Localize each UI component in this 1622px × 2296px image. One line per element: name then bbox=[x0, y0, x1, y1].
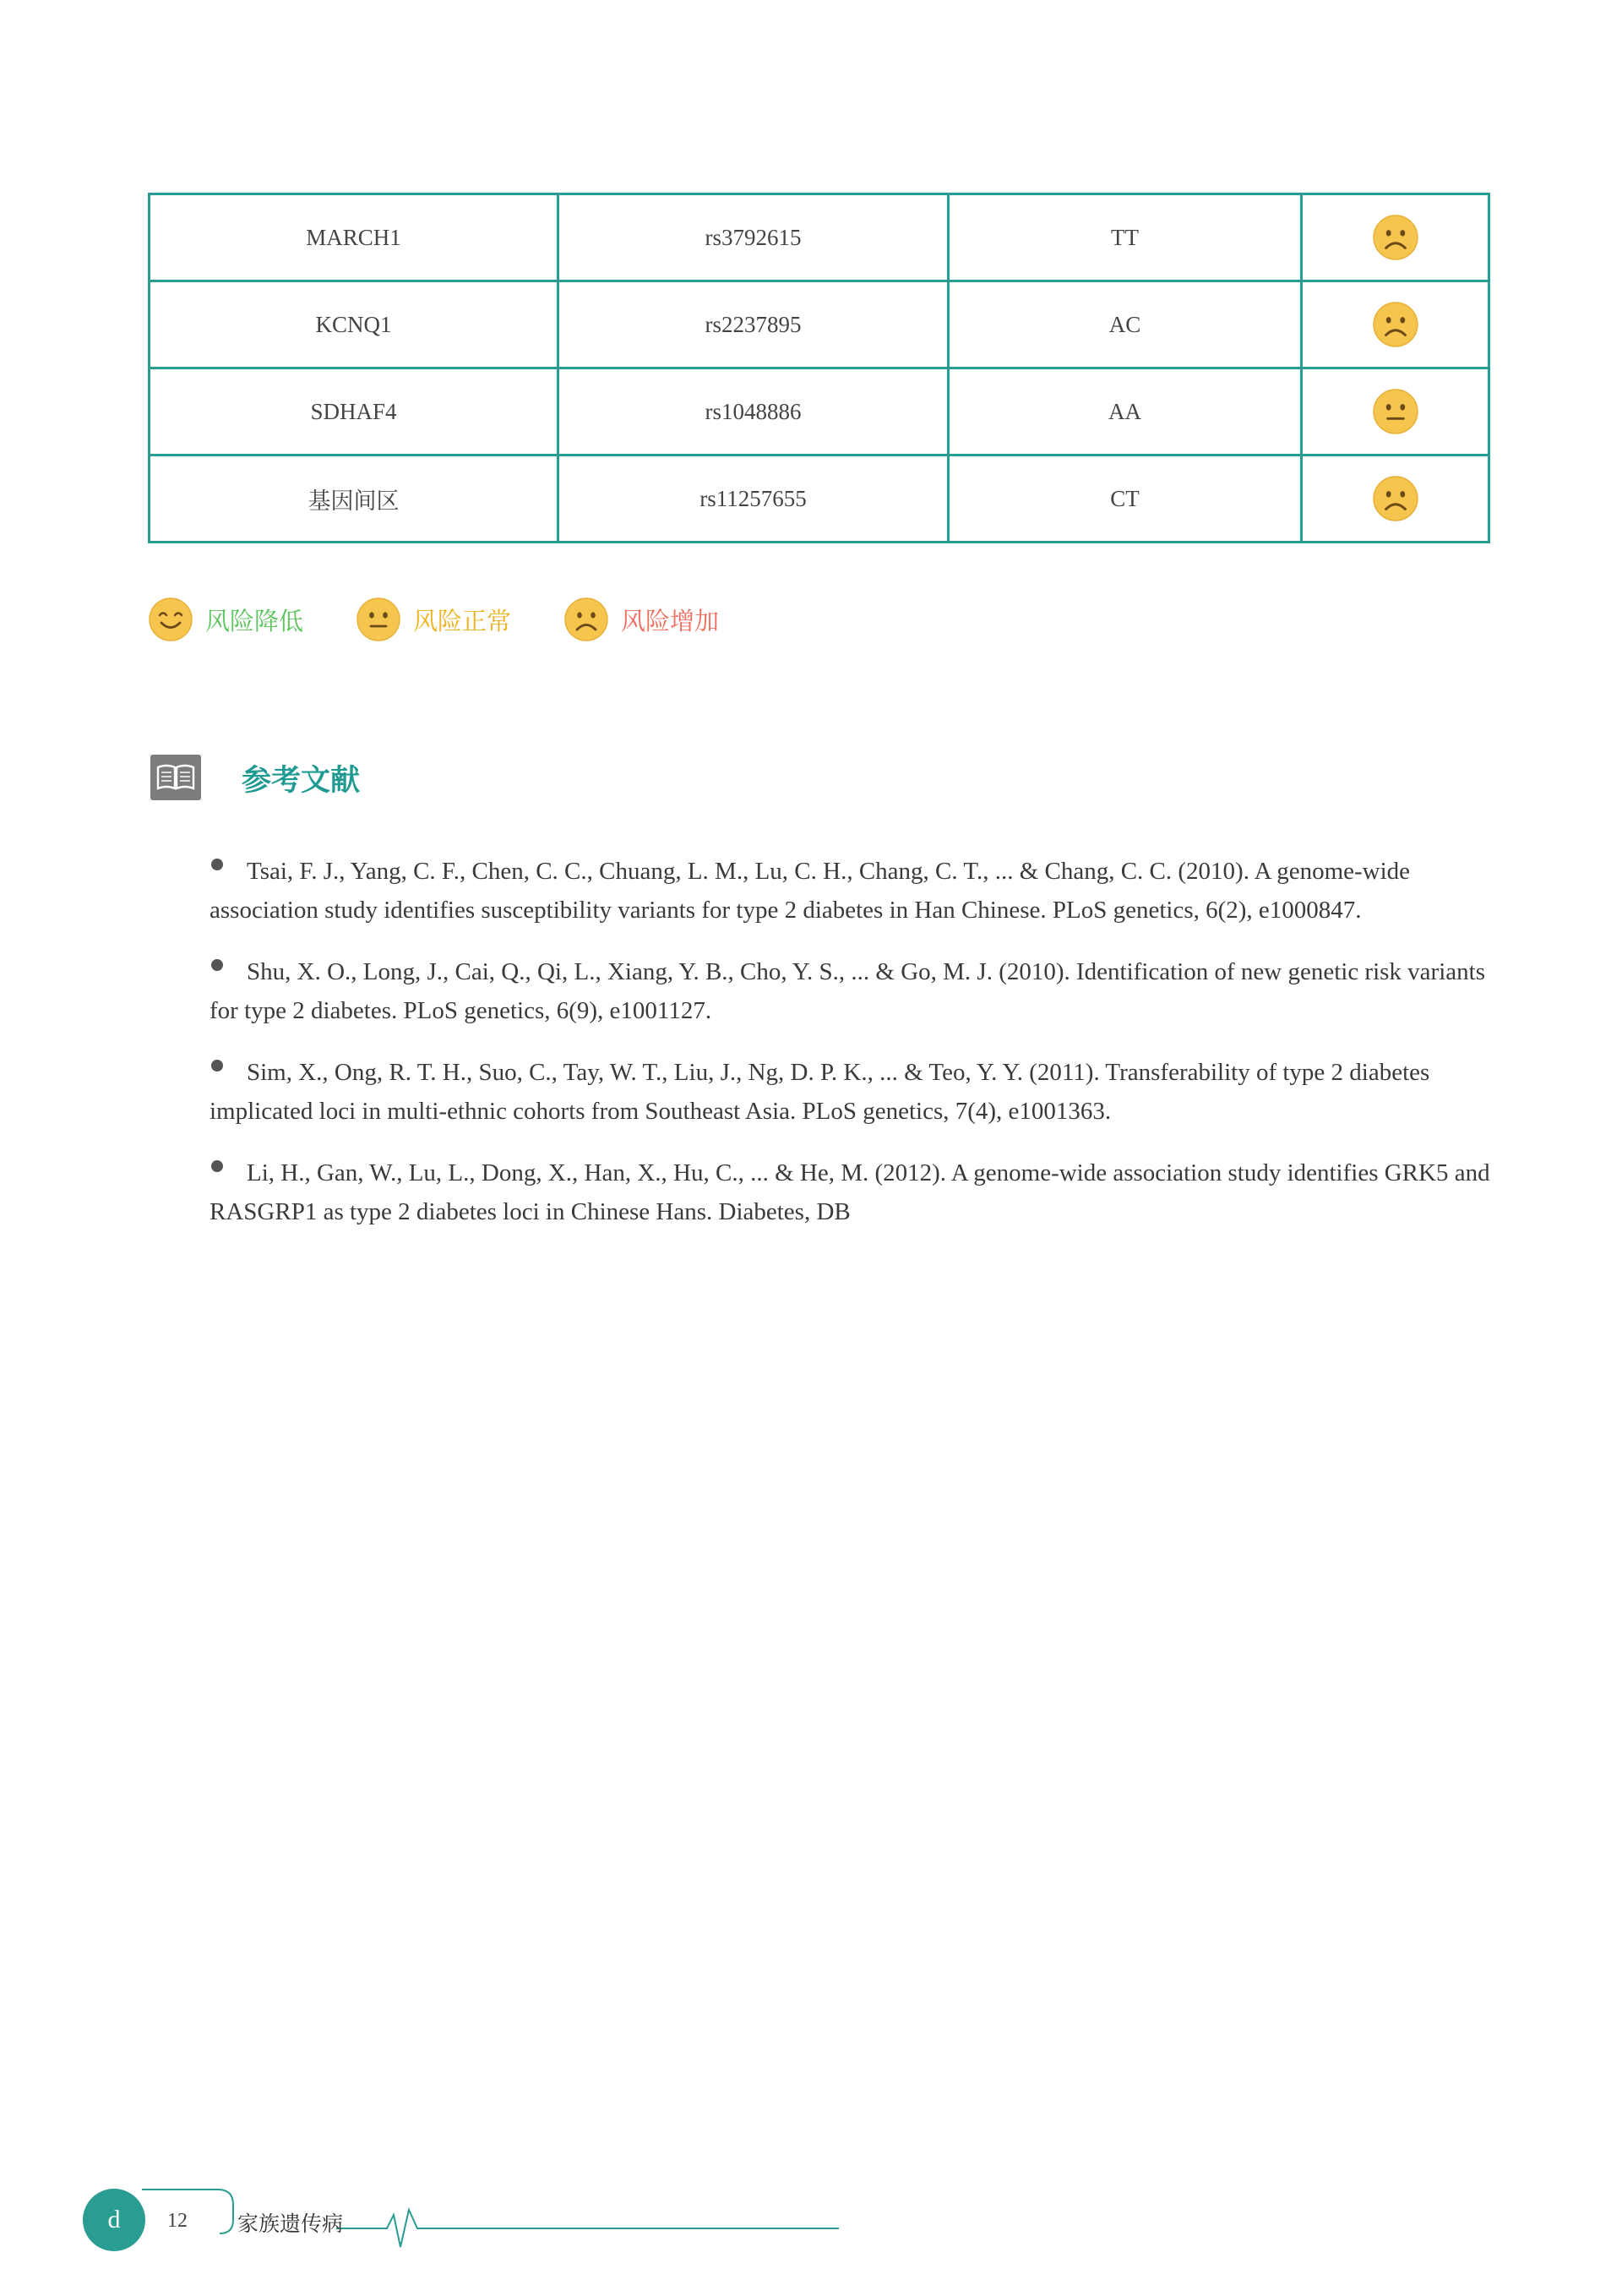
gene-cell: MARCH1 bbox=[150, 194, 558, 281]
table-row bbox=[150, 194, 1489, 281]
snp-cell: rs1048886 bbox=[558, 368, 949, 455]
genotype-cell: AA bbox=[949, 368, 1302, 455]
risk-cell bbox=[1302, 194, 1489, 281]
chapter-title: 家族遗传病 bbox=[237, 2211, 344, 2236]
genotype-cell: TT bbox=[949, 194, 1302, 281]
reference-item bbox=[210, 1053, 1510, 1131]
gene-cell: 基因间区 bbox=[150, 455, 558, 543]
sad-face-icon bbox=[1372, 475, 1419, 522]
genotype-cell: AC bbox=[949, 281, 1302, 368]
reference-list bbox=[210, 852, 1510, 1254]
legend-increased bbox=[563, 597, 719, 642]
smile-face-icon bbox=[148, 597, 193, 642]
reference-item bbox=[210, 952, 1510, 1030]
reference-text: Shu, X. O., Long, J., Cai, Q., Qi, L., Xiang, Y. B., Cho, Y. S., ... & Go, M. J. (2010). Identification of new genetic risk variants for type 2 diabetes. PLoS genetics, 6(9), e1001127. bbox=[210, 958, 1485, 1024]
reference-item bbox=[210, 1153, 1510, 1231]
snp-cell: rs2237895 bbox=[558, 281, 949, 368]
table-row bbox=[150, 281, 1489, 368]
reference-text: Li, H., Gan, W., Lu, L., Dong, X., Han, X., Hu, C., ... & He, M. (2012). A genome-wide association study identifies GRK5 and RASGRP1 as type 2 diabetes loci in Chinese Hans. Diabetes, DB bbox=[210, 1159, 1490, 1225]
bullet-icon bbox=[211, 1160, 223, 1172]
footer-circle-badge: d bbox=[83, 2189, 145, 2251]
reference-text: Sim, X., Ong, R. T. H., Suo, C., Tay, W. T., Liu, J., Ng, D. P. K., ... & Teo, Y. Y. (2011). Transferability of type 2 diabetes implicated loci in multi-ethnic cohorts from Southeast Asia. PLoS genetics, 7(4), e1001363. bbox=[210, 1059, 1430, 1125]
neutral-face-icon bbox=[356, 597, 401, 642]
footer-ecg-line bbox=[83, 2184, 843, 2252]
reference-text: Tsai, F. J., Yang, C. F., Chen, C. C., Chuang, L. M., Lu, C. H., Chang, C. T., ... & Chang, C. C. (2010). A genome-wide association study identifies susceptibility variants for type 2 diabetes in Han Chinese. PLoS genetics, 6(2), e1000847. bbox=[210, 858, 1411, 924]
sad-face-icon bbox=[563, 597, 609, 642]
snp-cell: rs3792615 bbox=[558, 194, 949, 281]
risk-cell bbox=[1302, 281, 1489, 368]
page-footer bbox=[83, 2184, 843, 2252]
sad-face-icon bbox=[1372, 301, 1419, 348]
gene-cell: SDHAF4 bbox=[150, 368, 558, 455]
gene-risk-table bbox=[148, 193, 1490, 543]
genotype-cell: CT bbox=[949, 455, 1302, 543]
bullet-icon bbox=[211, 959, 223, 971]
gene-table-body bbox=[150, 194, 1489, 543]
bullet-icon bbox=[211, 1060, 223, 1072]
legend-increased-label: 风险增加 bbox=[621, 606, 720, 635]
neutral-face-icon bbox=[1372, 388, 1419, 435]
page-number: 12 bbox=[167, 2210, 188, 2232]
table-row bbox=[150, 368, 1489, 455]
risk-cell bbox=[1302, 455, 1489, 543]
legend-normal-label: 风险正常 bbox=[413, 606, 512, 635]
legend-decreased-label: 风险降低 bbox=[205, 606, 304, 635]
legend-decreased bbox=[148, 597, 303, 642]
snp-cell: rs11257655 bbox=[558, 455, 949, 543]
reference-item bbox=[210, 852, 1510, 930]
gene-cell: KCNQ1 bbox=[150, 281, 558, 368]
book-icon bbox=[150, 755, 201, 800]
bullet-icon bbox=[211, 859, 223, 870]
references-title: 参考文献 bbox=[242, 764, 361, 798]
sad-face-icon bbox=[1372, 214, 1419, 261]
table-row bbox=[150, 455, 1489, 543]
risk-cell bbox=[1302, 368, 1489, 455]
legend-normal bbox=[356, 597, 511, 642]
